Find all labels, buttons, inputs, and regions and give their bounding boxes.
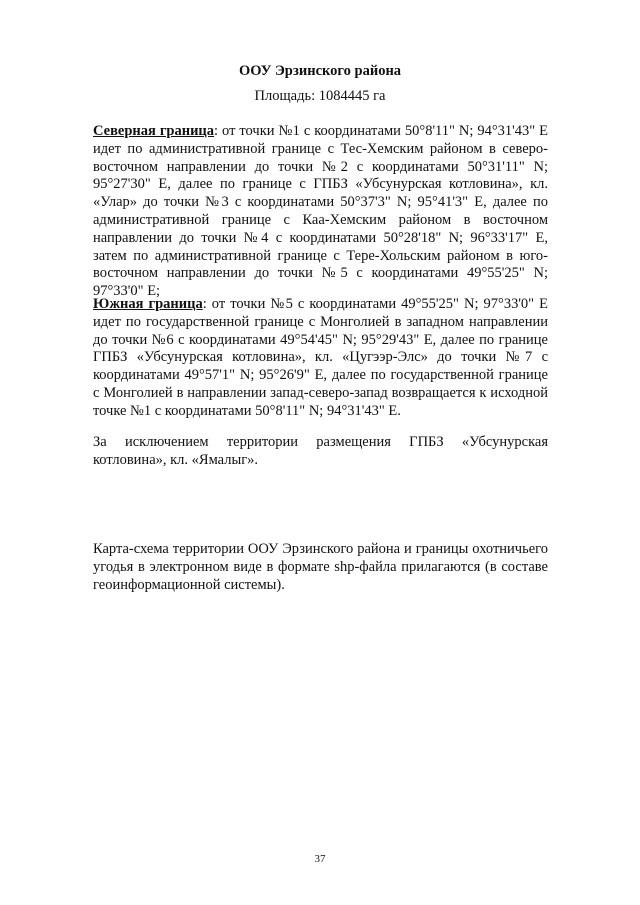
area-line: Площадь: 1084445 га [254,88,386,104]
map-scheme-paragraph: Карта-схема территории ООУ Эрзинского района и границы охотничьего угодья в электронном виде в формате shp-файла прилагаются (в составе геоинформационной системы). [93,541,548,593]
south-boundary-heading: Южная граница [93,296,203,312]
north-boundary-heading: Северная граница [93,123,215,139]
south-boundary-paragraph [93,296,548,421]
north-boundary-text: : от точки №1 с координатами 50°8'11" N; 94°31'43" E идет по административной границе с Тес-Хемским районом в северо-восточном направлении до точки №2 с координатами 50°31'11" N; 95°27'30" E, далее по границе с ГПБЗ «Убсунурская котловина», кл. «Улар» до точки №3 с координатами 50°37'3" N; 95°41'3" E, далее по административной границе с Каа-Хемским районом в восточном направлении до точки №4 с координатами 50°28'18" N; 96°33'17" E, затем по административной границе с Тере-Хольским районом в юго-восточном направлении до точки №5 с координатами 49°55'25" N; 97°33'0" E; [93,123,548,300]
south-boundary-text: : от точки №5 с координатами 49°55'25" N; 97°33'0" E идет по государственной границе с Монголией в западном направлении до точки №6 с координатами 49°54'45" N; 95°29'43" E, далее по границе ГПБЗ «Убсунурская котловина», кл. «Цугээр-Элс» до точки №7 с координатами 49°57'1" N; 95°26'9" E, далее по государственной границе с Монголией в направлении запад-северо-запад возвращается к исходной точке №1 с координатами 50°8'11" N; 94°31'43" E. [93,296,548,419]
north-boundary-paragraph [93,123,548,301]
page-number: 37 [314,853,326,865]
document-title: ООУ Эрзинского района [238,63,402,79]
exception-paragraph: За исключением территории размещения ГПБЗ «Убсунурская котловина», кл. «Ямалыг». [93,434,548,468]
